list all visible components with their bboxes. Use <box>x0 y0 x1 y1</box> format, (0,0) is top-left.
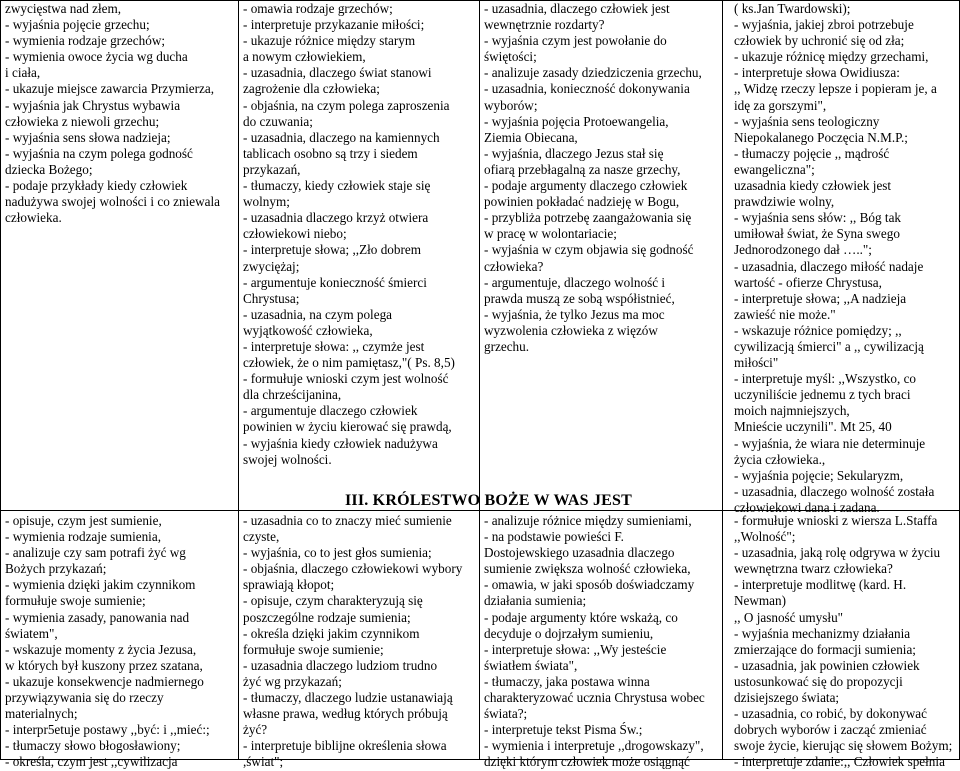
text-line: - formułuje wnioski czym jest wolność <box>243 371 449 387</box>
text-line: - wyjaśnia, jakiej zbroi potrzebuje <box>734 17 914 33</box>
text-line: ,świat"; <box>243 754 284 770</box>
text-line: - interpretuje słowa; ,,A nadzieja <box>734 290 907 306</box>
text-line: - argumentuje konieczność śmierci <box>243 274 427 290</box>
text-line: działania sumienia; <box>484 593 587 609</box>
text-line: przywiązywania się do rzeczy <box>5 690 164 706</box>
text-line: - wymienia dzięki jakim czynnikom <box>5 577 196 593</box>
text-line: grzechu. <box>484 338 530 354</box>
table-border-col2 <box>479 0 480 760</box>
text-line: Jednorodzonego dał ….."; <box>734 242 872 258</box>
row2-col1-cell <box>5 513 237 770</box>
text-line: Niepokalanego Poczęcia N.M.P.; <box>734 129 908 145</box>
text-line: - analizuje zasady dziedziczenia grzechu, <box>484 65 702 81</box>
text-line: w pracę w wolontariacie; <box>484 226 617 242</box>
text-line: w których był kuszony przez szatana, <box>5 657 203 673</box>
text-line: prawdziwie wolny, <box>734 194 835 210</box>
text-line: - wyjaśnia, że tylko Jezus ma moc <box>484 306 665 322</box>
table-border-left <box>0 0 1 760</box>
table-border-col1 <box>238 0 239 760</box>
text-line: swojej wolności. <box>243 451 332 467</box>
text-line: formułuje swoje sumienie; <box>243 641 384 657</box>
text-line: - uzasadnia, na czym polega <box>243 306 393 322</box>
text-line: - wyjaśnia, że wiara nie determinuje <box>734 435 926 451</box>
row1-col3-cell <box>484 1 721 361</box>
text-line: - argumentuje dlaczego człowiek <box>243 403 418 419</box>
text-line: - wyjaśnia, dlaczego Jezus stał się <box>484 145 664 161</box>
text-line: - opisuje, czym jest sumienie, <box>5 513 162 528</box>
text-line: zawieść nie może." <box>734 306 836 322</box>
text-line: - tłumaczy, dlaczego ludzie ustanawiają <box>243 690 453 706</box>
text-line: ustosunkować się do propozycji <box>734 673 903 689</box>
text-line: Bożych przykazań; <box>5 561 107 577</box>
text-line: czyste, <box>243 529 280 545</box>
text-line: świętości; <box>484 49 537 65</box>
text-line: - wyjaśnia, co to jest głos sumienia; <box>243 545 432 561</box>
text-line: - ukazuje miejsce zawarcia Przymierza, <box>5 81 215 97</box>
text-line: Chrystusa; <box>243 290 300 306</box>
text-line: - interpretuje biblijne określenia słowa <box>243 738 447 754</box>
text-line: sumienie zwiększa wolność człowieka, <box>484 561 691 577</box>
text-line: sprawiają kłopot; <box>243 577 335 593</box>
text-line: - wskazuje różnice pomiędzy; ,, <box>734 322 902 338</box>
text-line: światłem świata", <box>484 657 578 673</box>
text-line: - interpretuje modlitwę (kard. H. <box>734 577 907 593</box>
text-line: Ziemia Obiecana, <box>484 129 578 145</box>
row1-col1-cell <box>5 1 237 261</box>
text-line: - interpr5etuje postawy ,,być: i ,,mieć:; <box>5 722 210 738</box>
text-line: wartość - ofierze Chrystusa, <box>734 274 882 290</box>
text-line: materialnych; <box>5 706 78 722</box>
text-line: - ukazuje konsekwencje nadmiernego <box>5 673 204 689</box>
text-line: ewangeliczna"; <box>734 161 815 177</box>
text-line: - ukazuje różnice między starym <box>243 33 416 49</box>
text-line: - tłumaczy słowo błogosławiony; <box>5 738 181 754</box>
text-line: ,,Wolność"; <box>734 529 796 545</box>
text-line: - wymienia i interpretuje ,,drogowskazy", <box>484 738 704 754</box>
text-line: - argumentuje, dlaczego wolność i <box>484 274 666 290</box>
row2-col4-cell <box>734 513 958 770</box>
text-line: - interpretuje zdanie:,, Człowiek spełnia <box>734 754 945 770</box>
text-line: - wyjaśnia pojęcie; Sekularyzm, <box>734 467 904 483</box>
text-line: żyć? <box>243 722 268 738</box>
text-line: - wyjaśnia jak Chrystus wybawia <box>5 97 181 113</box>
text-line: - podaje przykłady kiedy człowiek <box>5 178 188 194</box>
text-line: własne prawa, według których próbują <box>243 706 448 722</box>
text-line: przykazań, <box>243 161 301 177</box>
text-line: - wskazuje momenty z życia Jezusa, <box>5 641 197 657</box>
text-line: - uzasadnia, jak powinien człowiek <box>734 657 920 673</box>
text-line: ofiarą przebłagalną za nasze grzechy, <box>484 161 681 177</box>
text-line: nadużywa swojej wolności i co zniewala <box>5 194 220 210</box>
text-line: poszczególne rodzaje sumienia; <box>243 609 411 625</box>
text-line: do czuwania; <box>243 113 313 129</box>
text-line: uzasadnia kiedy człowiek jest <box>734 178 892 194</box>
text-line: - wyjaśnia pojęcia Protoewangelia, <box>484 113 669 129</box>
text-line: - wymienia rodzaje grzechów; <box>5 33 166 49</box>
text-line: - uzasadnia, jaką rolę odgrywa w życiu <box>734 545 941 561</box>
text-line: człowiek by uchronić się od zła; <box>734 33 905 49</box>
text-line: - wyjaśnia kiedy człowiek nadużywa <box>243 435 438 451</box>
text-line: - wymienia owoce życia wg ducha <box>5 49 188 65</box>
text-line: - interpretuje słowa: ,, czymże jest <box>243 338 425 354</box>
text-line: - wyjaśnia pojęcie grzechu; <box>5 17 150 33</box>
text-line: - interpretuje słowa: ,,Wy jesteście <box>484 641 667 657</box>
text-line: wewnętrzna twarz człowieka? <box>734 561 893 577</box>
section-heading: III. KRÓLESTWO BOŻE W WAS JEST <box>345 492 632 509</box>
text-line: dziecka Bożego; <box>5 161 93 177</box>
text-line: formułuje swoje sumienie; <box>5 593 146 609</box>
text-line: wyjątkowość człowieka, <box>243 322 373 338</box>
text-line: ,, Widzę rzeczy lepsze i popieram je, a <box>734 81 937 97</box>
text-line: dzisiejszego świata; <box>734 690 840 706</box>
text-line: - na podstawie powieści F. <box>484 529 624 545</box>
text-line: a nowym człowiekiem, <box>243 49 366 65</box>
text-line: - wyjaśnia sens słowa nadzieja; <box>5 129 171 145</box>
text-line: - wyjaśnia sens teologiczny <box>734 113 880 129</box>
text-line: światem", <box>5 625 58 641</box>
text-line: zwyciężaj; <box>243 258 300 274</box>
text-line: - przybliża potrzebę zaangażowania się <box>484 210 692 226</box>
text-line: żyć wg przykazań; <box>243 673 342 689</box>
text-line: - wyjaśnia w czym objawia się godność <box>484 242 694 258</box>
text-line: - wymienia zasady, panowania nad <box>5 609 190 625</box>
text-line: Mnieście uczynili". Mt 25, 40 <box>734 419 892 435</box>
text-line: - wyjaśnia na czym polega godność <box>5 145 193 161</box>
text-line: charakteryzować ucznia Chrystusa wobec <box>484 690 705 706</box>
text-line: - uzasadnia dlaczego krzyż otwiera <box>243 210 429 226</box>
text-line: ( ks.Jan Twardowski); <box>734 1 851 16</box>
text-line: - interpretuje przykazanie miłości; <box>243 17 425 33</box>
text-line: - wymienia rodzaje sumienia, <box>5 529 161 545</box>
text-line: idę za gorszymi", <box>734 97 827 113</box>
text-line: swoje życie, kierując się słowem Bożym; <box>734 738 953 754</box>
row2-col3-cell <box>484 513 721 770</box>
text-line: dzięki którym człowiek może osiągnąć <box>484 754 690 770</box>
text-line: człowieka? <box>484 258 544 274</box>
text-line: życia człowieka., <box>734 451 826 467</box>
text-line: wolnym; <box>243 194 290 210</box>
text-line: i ciała, <box>5 65 41 81</box>
text-line: zagrożenie dla człowieka; <box>243 81 380 97</box>
text-line: - wyjaśnia czym jest powołanie do <box>484 33 667 49</box>
text-line: - formułuje wnioski z wiersza L.Staffa <box>734 513 938 528</box>
text-line: uczyniliście jednemu z tych braci <box>734 387 911 403</box>
text-line: powinien pokładać nadzieję w Bogu, <box>484 194 680 210</box>
text-line: zmierzające do formacji sumienia; <box>734 641 916 657</box>
text-line: - uzasadnia, dlaczego człowiek jest <box>484 1 670 16</box>
text-line: - podaje argumenty dlaczego człowiek <box>484 178 688 194</box>
text-line: - omawia rodzaje grzechów; <box>243 1 393 16</box>
text-line: - analizuje czy sam potrafi żyć wg <box>5 545 186 561</box>
text-line: - tłumaczy, jaka postawa winna <box>484 673 650 689</box>
text-line: - uzasadnia, konieczność dokonywania <box>484 81 690 97</box>
text-line: - uzasadnia, dlaczego miłość nadaje <box>734 258 924 274</box>
text-line: - wyjaśnia sens słów: ,, Bóg tak <box>734 210 902 226</box>
text-line: zwycięstwa nad złem, <box>5 1 122 16</box>
text-line: dla chrześcijanina, <box>243 387 342 403</box>
text-line: - uzasadnia dlaczego ludziom trudno <box>243 657 438 673</box>
text-line: moich najmniejszych, <box>734 403 850 419</box>
text-line: - opisuje, czym charakteryzują się <box>243 593 423 609</box>
text-line: tablicach osobno są trzy i siedem <box>243 145 418 161</box>
text-line: świata?; <box>484 706 528 722</box>
text-line: - uzasadnia co to znaczy mieć sumienie <box>243 513 452 528</box>
text-line: cywilizacją śmierci" a ,, cywilizacją <box>734 338 924 354</box>
text-line: - interpretuje słowa; ,,Zło dobrem <box>243 242 421 258</box>
text-line: umiłował świat, że Syna swego <box>734 226 900 242</box>
text-line: - omawia, w jaki sposób doświadczamy <box>484 577 695 593</box>
text-line: - uzasadnia, dlaczego wolność została <box>734 483 935 499</box>
text-line: - określa, czym jest ,,cywilizacja <box>5 754 178 770</box>
text-line: wyborów; <box>484 97 538 113</box>
table-border-col3 <box>722 0 723 760</box>
text-line: - podaje argumenty które wskażą, co <box>484 609 678 625</box>
text-line: - ukazuje różnicę między grzechami, <box>734 49 929 65</box>
text-line: Dostojewskiego uzasadnia dlaczego <box>484 545 675 561</box>
text-line: dobrych wyborów i zacząć zmieniać <box>734 722 927 738</box>
text-line: prawda muszą ze sobą współistnieć, <box>484 290 675 306</box>
text-line: - interpretuje słowa Owidiusza: <box>734 65 900 81</box>
text-line: - interpretuje myśl: ,,Wszystko, co <box>734 371 917 387</box>
row1-col2-cell <box>243 1 478 471</box>
text-line: - uzasadnia, co robić, by dokonywać <box>734 706 927 722</box>
text-line: człowiek, że o nim pamiętasz,"( Ps. 8,5) <box>243 355 455 371</box>
text-line: - wyjaśnia mechanizmy działania <box>734 625 911 641</box>
text-line: - uzasadnia, dlaczego świat stanowi <box>243 65 432 81</box>
text-line: - analizuje różnice między sumieniami, <box>484 513 692 528</box>
text-line: - tłumaczy pojęcie ,, mądrość <box>734 145 890 161</box>
text-line: człowiekowi niebo; <box>243 226 347 242</box>
text-line: - objaśnia, na czym polega zaproszenia <box>243 97 450 113</box>
text-line: wyzwolenia człowieka z więzów <box>484 322 658 338</box>
text-line: decyduje o dojrzałym sumieniu, <box>484 625 654 641</box>
text-line: miłości" <box>734 355 779 371</box>
text-line: - objaśnia, dlaczego człowiekowi wybory <box>243 561 463 577</box>
text-line: - uzasadnia, dlaczego na kamiennych <box>243 129 440 145</box>
text-line: - interpretuje tekst Pisma Św.; <box>484 722 643 738</box>
text-line: - określa dzięki jakim czynnikom <box>243 625 420 641</box>
text-line: człowieka. <box>5 210 62 226</box>
text-line: wewnętrznie rozdarty? <box>484 17 605 33</box>
text-line: Newman) <box>734 593 786 609</box>
text-line: ,, O jasność umysłu" <box>734 609 844 625</box>
row2-col2-cell <box>243 513 478 770</box>
text-line: powinien w życiu kierować się prawdą, <box>243 419 452 435</box>
text-line: człowieka z niewoli grzechu; <box>5 113 160 129</box>
text-line: - tłumaczy, kiedy człowiek staje się <box>243 178 431 194</box>
row1-col4-cell <box>734 1 958 515</box>
text-line: człowiekowi dana i zadana. <box>734 499 880 515</box>
